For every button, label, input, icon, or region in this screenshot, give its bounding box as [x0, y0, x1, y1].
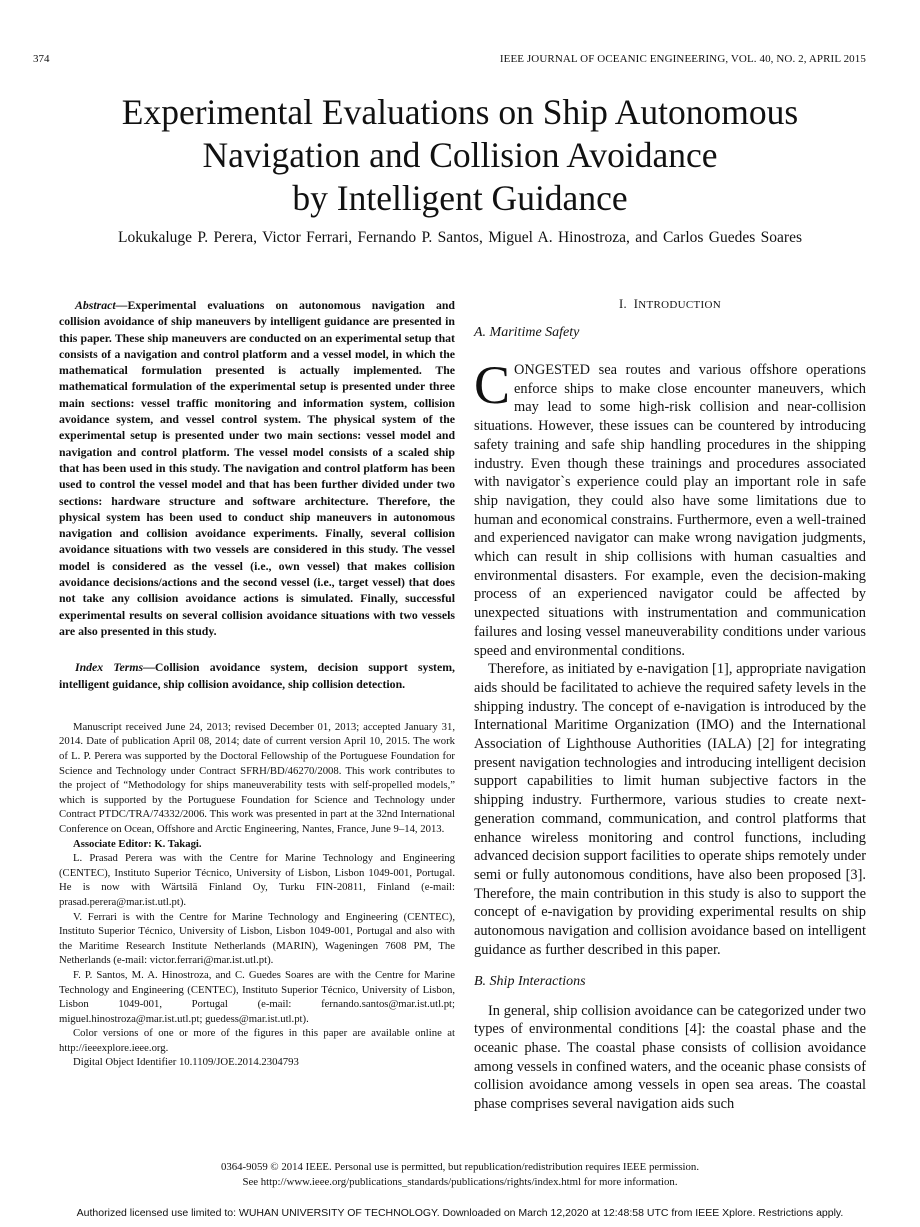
index-terms-label: Index Terms— [75, 660, 155, 675]
journal-header: IEEE JOURNAL OF OCEANIC ENGINEERING, VOL. 40, NO. 2, APRIL 2015 [499, 53, 866, 65]
paragraph-1: CONGESTED sea routes and various offshore operations enforce ships to make close encounter maneuvers, which may lead to some high-risk collision and near-collision situations. However, these issues can be countered by introducing safety training and safe ship handling procedures in the shipping industry. Even though these trainings and procedures associated with navigator`s experience could play an important role in safe ship navigation, they could also have some limitations due to human and economical constrains. Furthermore, even a well-trained and experienced navigator can make wrong navigation judgments, which can result in ship collisions with human casualties and environmental disasters. For example, even the decision-making process of an experienced navigator could be affected by unexpected situations with instrumentation and communication failures and losing vessel maneuverability conditions under various speed and environmental conditions. [474, 355, 867, 659]
abstract [59, 297, 455, 639]
paragraph-3: In general, ship collision avoidance can be categorized under two types of environmental conditions [4]: the coastal phase and the oceanic phase. The coastal phase consists of collision avoidance among vessels in confined waters, and the oceanic phase consists of collision avoidance among vessels in open sea areas. The coastal phase comprises several navigation aids such [474, 1002, 866, 1113]
abstract-label: Abstract— [75, 298, 128, 312]
title-line-1: Experimental Evaluations on Ship Autonomous [121, 92, 799, 132]
subsection-ship-interactions: B. Ship Interactions [474, 973, 586, 989]
copyright-line-2: See http://www.ieee.org/publications_standards/publications/rights/index.html for more information. [242, 1176, 678, 1188]
footnotes [59, 720, 455, 1070]
page-number: 374 [33, 53, 50, 65]
affiliation-perera: L. Prasad Perera was with the Centre for Marine Technology and Engineering (CENTEC), Instituto Superior Técnico, University of Lisbon, Lisbon 1049-001, Portugal. He is now with Wärtsilä Finland Oy, Turku FIN-20811, Finland (e-mail: prasad.perera@mar.ist.utl.pt). [59, 852, 455, 908]
license-banner: Authorized licensed use limited to: WUHAN UNIVERSITY OF TECHNOLOGY. Downloaded on March 12,2020 at 12:48:58 UTC from IEEE Xplore. Restrictions apply. [76, 1207, 844, 1219]
index-terms-text: Collision avoidance system, decision support system, intelligent guidance, ship collision avoidance, ship collision detection. [59, 660, 455, 691]
manuscript-note: Manuscript received June 24, 2013; revised December 01, 2013; accepted January 31, 2014. Date of publication April 08, 2014; date of current version April 10, 2015. The work of L. P. Perera was supported by the Doctoral Fellowship of the Portuguese Foundation for Science and Technology under Contract SFRH/BD/46270/2008. This work contributes to the project of “Methodology for ships maneuverability tests with self-propelled models,” which is supported by the Portuguese Foundation for Science and Technology under Contract PTDC/TRA/74332/2006. This work was presented in part at the 32nd International Conference on Ocean, Offshore and Arctic Engineering, Nantes, France, June 9–14, 2013. [59, 720, 455, 835]
doi-note: Digital Object Identifier 10.1109/JOE.2014.2304793 [73, 1056, 299, 1069]
left-column [59, 297, 455, 1070]
section-heading-introduction: I. INTRODUCTION [619, 297, 721, 311]
subsection-maritime-safety: A. Maritime Safety [474, 325, 580, 340]
paragraph-2: Therefore, as initiated by e-navigation [1], appropriate navigation aids should be facilitated to achieve the required safety levels in the shipping industry. The concept of e-navigation is introduced by the International Maritime Organization (IMO) and the International Association of Lighthouse Authorities (IALA) [2] for integrating present navigation technologies and introducing intelligent decision support capabilities to limit human subjective factors in the shipping industry. Furthermore, various studies to create next-generation command, communication, and control platforms that enhance wireless monitoring and control functions, including advanced decision support facilities to operate ships remotely under semi or fully autonomous conditions, have also been proposed [3]. Therefore, the main contribution in this study is also to support the concept of e-navigation by providing experimental results on ship autonomous navigation and collision avoidance based on intelligent guidance as further described in this paper. [474, 661, 866, 958]
copyright-footer [0, 1160, 920, 1190]
right-column [474, 297, 866, 1114]
title-line-3: by Intelligent Guidance [292, 178, 628, 218]
copyright-line-1: 0364-9059 © 2014 IEEE. Personal use is permitted, but republication/redistribution requires IEEE permission. [220, 1161, 700, 1173]
associate-editor-note: Associate Editor: K. Takagi. [73, 837, 202, 850]
color-note: Color versions of one or more of the figures in this paper are available online at http://ieeexplore.ieee.org. [59, 1027, 455, 1054]
index-terms [59, 659, 455, 692]
title-line-2: Navigation and Collision Avoidance [202, 135, 718, 175]
affiliation-others: F. P. Santos, M. A. Hinostroza, and C. Guedes Soares are with the Centre for Marine Technology and Engineering (CENTEC), Instituto Superior Técnico, University of Lisbon, Lisbon 1049-001, Portugal (e-mail: fernando.santos@mar.ist.utl.pt; miguel.hinostroza@mar.ist.utl.pt; guedess@mar.ist.utl.pt). [59, 968, 455, 1025]
affiliation-ferrari: V. Ferrari is with the Centre for Marine Technology and Engineering (CENTEC), Instituto Superior Técnico, University of Lisbon, Lisbon 1049-001, Portugal and also with the Maritime Research Institute Netherlands (MARIN), Wageningen 7608 PM, The Netherlands (e-mail: victor.ferrari@mar.ist.utl.pt). [59, 910, 455, 967]
abstract-text: Experimental evaluations on autonomous navigation and collision avoidance of ship maneuvers by intelligent guidance are presented in this paper. These ship maneuvers are conducted on an experimental setup that consists of a navigation and control platform and a vessel model, in which the mathematical formulation presented is actually implemented. The mathematical formulation of the experimental setup is presented under three main sections: vessel traffic monitoring and information system, collision avoidance system, and vessel control system. The physical system of the experimental setup is presented under two main sections: vessel model and navigation and control platform. The vessel model consists of a scaled ship that has been used in this study. The navigation and control platform has been used to control the vessel model and that has been further divided under two sections: hardware structure and software architecture. Therefore, the physical system has been used to conduct ship maneuvers in autonomous navigation and collision avoidance experiments. Finally, several collision avoidance situations with two vessels are considered in this study. The vessel model is considered as the vessel (i.e., own vessel) that makes collision avoidance decisions/actions and the second vessel (i.e., target vessel) that does not take any collision avoidance actions is simulated. Finally, successful experimental results on several collision avoidance situations with two vessels are also presented in this study. [59, 298, 455, 638]
paper-title [0, 91, 920, 220]
author-list: Lokukaluge P. Perera, Victor Ferrari, Fernando P. Santos, Miguel A. Hinostroza, and Carlos Guedes Soares [117, 229, 802, 246]
drop-cap: C [474, 355, 511, 415]
